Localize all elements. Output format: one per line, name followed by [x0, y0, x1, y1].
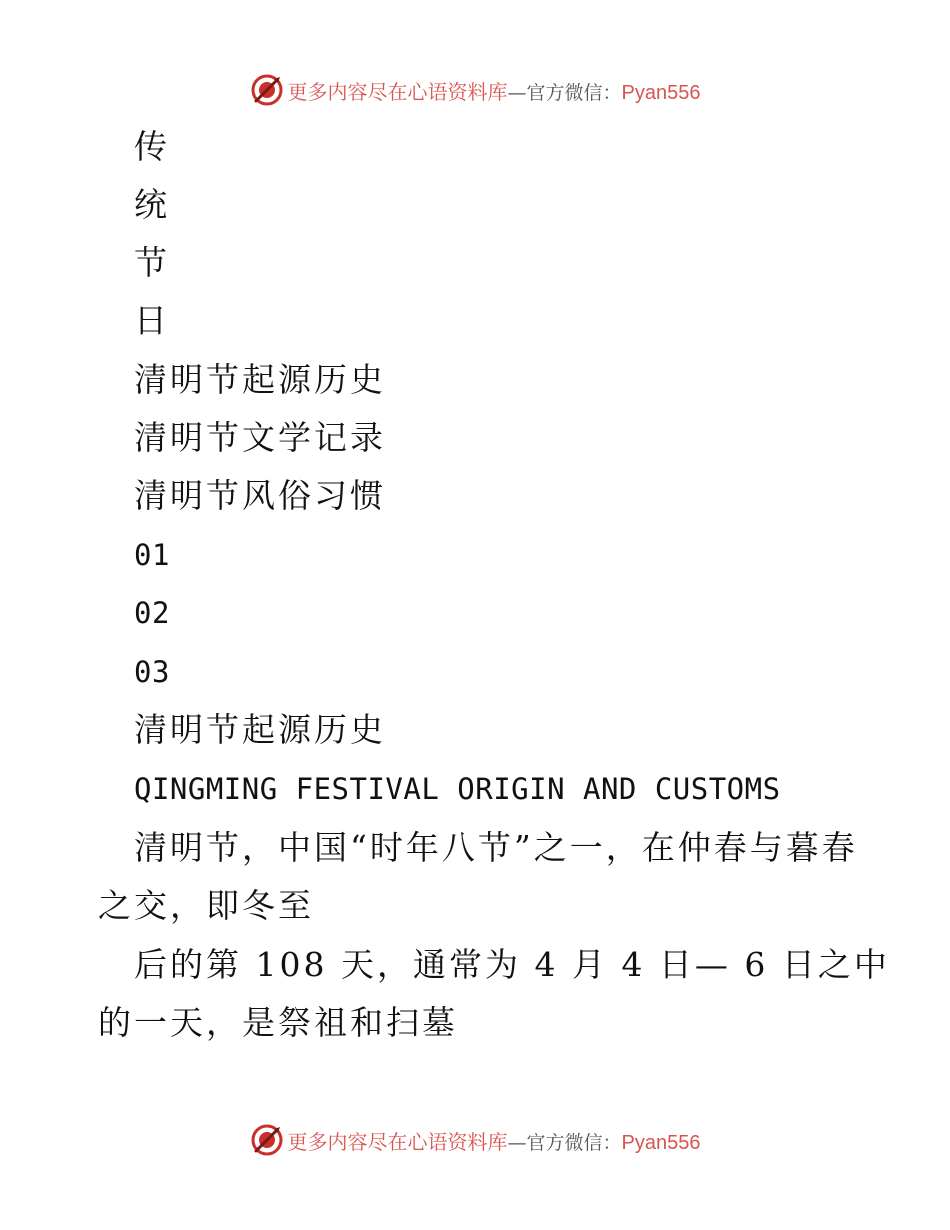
watermark-dash: — — [507, 1131, 527, 1154]
watermark-label: 官方微信： — [526, 1131, 622, 1154]
seal-logo-icon — [250, 1123, 284, 1157]
watermark-banner-bottom — [0, 1120, 950, 1160]
watermark-dash: — — [507, 81, 527, 104]
watermark-label: 官方微信： — [526, 81, 622, 104]
toc-number-01: 01 — [134, 538, 170, 572]
seal-logo-icon — [250, 73, 284, 107]
vertical-char-4: 日 — [134, 301, 168, 340]
paragraph-line-1: 清明节，中国“时年八节”之一，在仲春与暮春 — [134, 828, 858, 867]
toc-item-origin: 清明节起源历史 — [134, 360, 386, 399]
paragraph-line-2: 之交，即冬至 — [98, 886, 314, 925]
watermark-id: Pyan556 — [621, 81, 701, 104]
watermark-id: Pyan556 — [621, 1131, 701, 1154]
watermark-main: 更多内容尽在心语资料库 — [287, 79, 508, 104]
toc-item-customs: 清明节风俗习惯 — [134, 476, 386, 515]
vertical-char-1: 传 — [134, 127, 168, 166]
watermark-text — [288, 1126, 701, 1155]
vertical-char-2: 统 — [134, 185, 168, 224]
paragraph-line-3: 后的第 108 天，通常为 4 月 4 日— 6 日之中 — [134, 945, 890, 984]
paragraph-line-4: 的一天，是祭祖和扫墓 — [98, 1003, 458, 1042]
toc-number-03: 03 — [134, 655, 170, 689]
watermark-main: 更多内容尽在心语资料库 — [287, 1129, 508, 1154]
watermark-banner-top — [0, 70, 950, 110]
section-subtitle-english: QINGMING FESTIVAL ORIGIN AND CUSTOMS — [134, 772, 781, 806]
toc-item-literature: 清明节文学记录 — [134, 418, 386, 457]
toc-number-02: 02 — [134, 596, 170, 630]
watermark-text — [288, 76, 701, 105]
section-title: 清明节起源历史 — [134, 710, 386, 749]
vertical-char-3: 节 — [134, 243, 168, 282]
